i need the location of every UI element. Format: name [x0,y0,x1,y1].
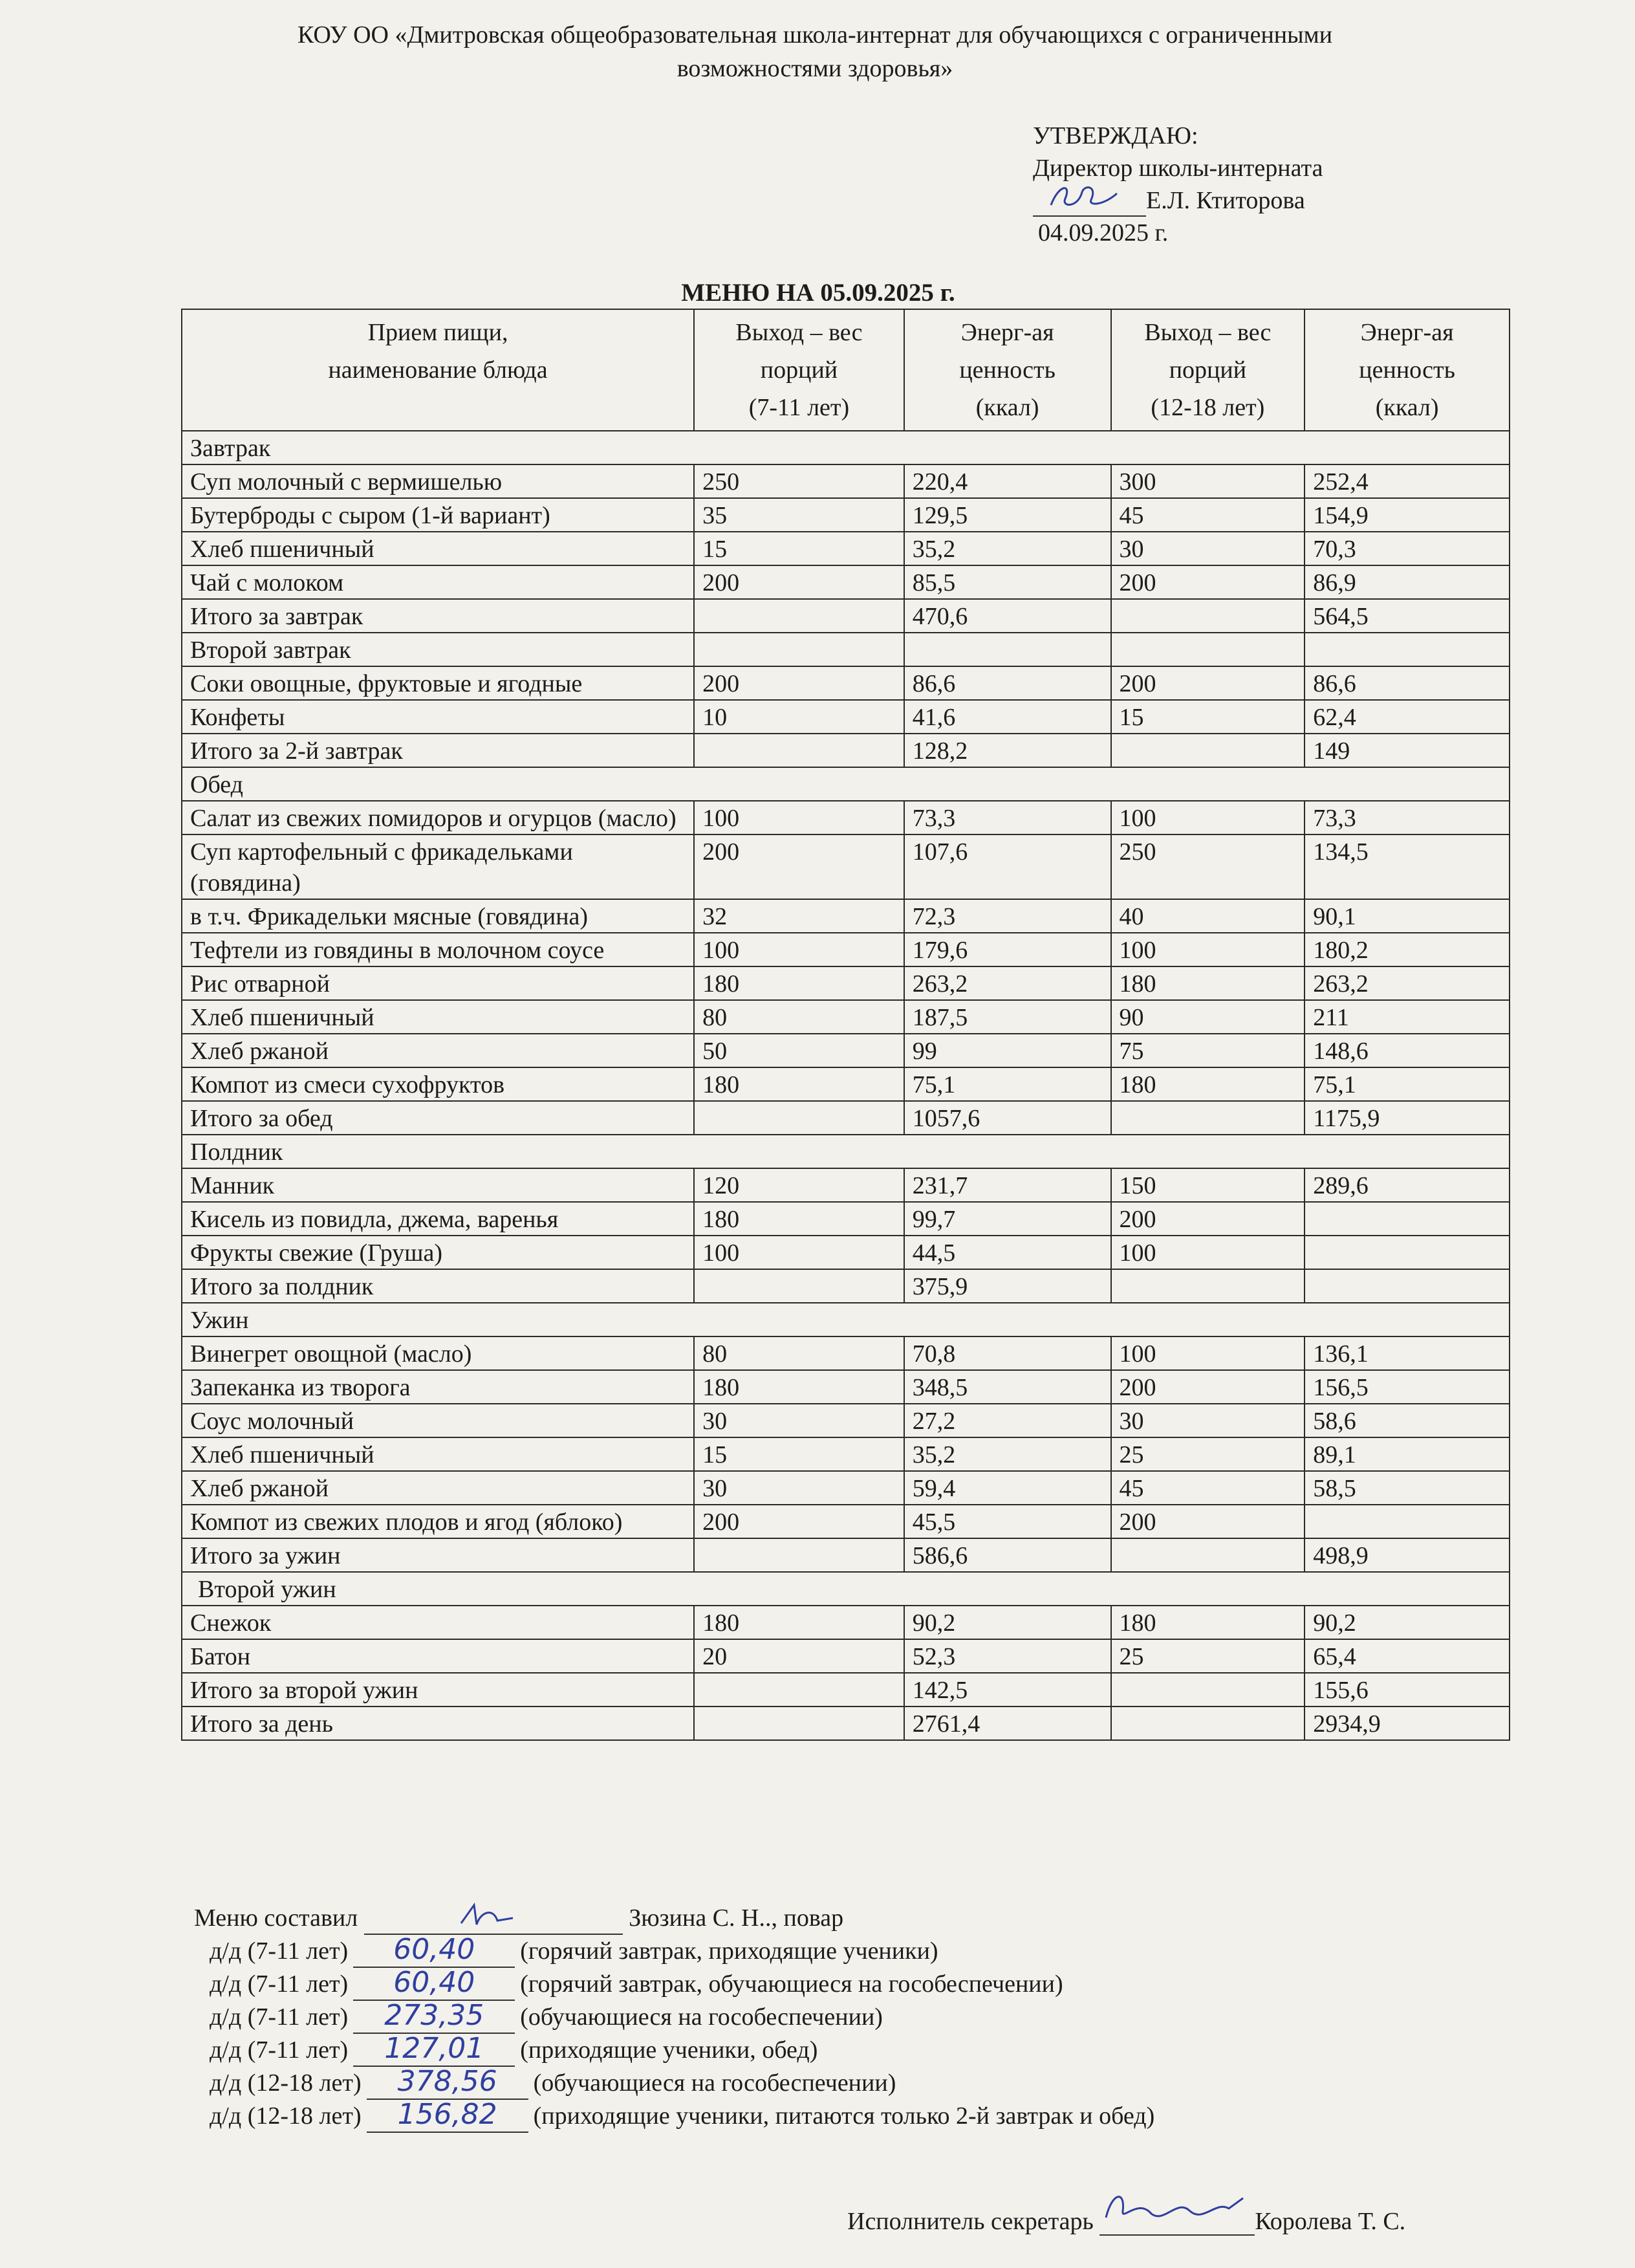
table-row [182,1471,1510,1505]
total-label: Итого за обед [182,1101,694,1135]
dish-name: Суп молочный с вермишелью [182,464,694,498]
daily-cost-note: (приходящие ученики, обед) [520,2036,818,2064]
document-header [142,18,1488,85]
energy-7-11: 263,2 [904,966,1111,1000]
day-total-12-18: 2934,9 [1305,1706,1510,1740]
energy-12-18: 148,6 [1305,1034,1510,1067]
total-row [182,734,1510,767]
empty-cell [694,1269,904,1303]
header-dish: Прием пищи, наименование блюда [182,309,694,431]
energy-12-18: 65,4 [1305,1639,1510,1673]
yield-7-11: 200 [694,834,904,899]
daily-cost-row [194,1935,1552,1968]
energy-7-11: 231,7 [904,1168,1111,1202]
yield-12-18: 30 [1111,1404,1305,1437]
energy-7-11: 72,3 [904,899,1111,933]
dish-name: Соки овощные, фруктовые и ягодные [182,666,694,700]
executor-row [847,2207,1559,2236]
energy-12-18: 136,1 [1305,1336,1510,1370]
yield-7-11: 30 [694,1471,904,1505]
energy-7-11: 107,6 [904,834,1111,899]
energy-12-18: 134,5 [1305,834,1510,899]
energy-12-18: 90,1 [1305,899,1510,933]
yield-7-11: 180 [694,1067,904,1101]
yield-12-18: 250 [1111,834,1305,899]
empty-cell [1111,633,1305,666]
energy-12-18: 70,3 [1305,532,1510,565]
total-label: Итого за 2-й завтрак [182,734,694,767]
energy-7-11: 27,2 [904,1404,1111,1437]
table-row [182,1437,1510,1471]
total-label: Итого за завтрак [182,599,694,633]
empty-cell [1305,633,1510,666]
energy-7-11: 70,8 [904,1336,1111,1370]
yield-7-11: 100 [694,801,904,834]
daily-cost-label: д/д (7-11 лет) [210,1970,349,1998]
section-row-dinner [182,1303,1510,1336]
empty-cell [694,1706,904,1740]
daily-cost-value: 127,01 [384,2032,484,2065]
dish-name: Кисель из повидла, джема, варенья [182,1202,694,1236]
approval-block [1033,120,1550,249]
table-row [182,1336,1510,1370]
approval-label: УТВЕРЖДАЮ: [1033,122,1198,149]
total-label: Итого за ужин [182,1538,694,1572]
yield-12-18: 300 [1111,464,1305,498]
energy-12-18 [1305,1505,1510,1538]
section-title: Второй ужин [182,1572,1510,1606]
dish-name: Бутерброды с сыром (1-й вариант) [182,498,694,532]
dish-name: Хлеб ржаной [182,1034,694,1067]
total-label: Итого за полдник [182,1269,694,1303]
menu-title: МЕНЮ НА 05.09.2025 г. [681,279,955,307]
director-signature [1033,193,1146,217]
daily-cost-field [367,2098,528,2133]
energy-7-11: 59,4 [904,1471,1111,1505]
section-row-second-breakfast [182,633,1510,666]
total-row [182,1673,1510,1706]
empty-cell [694,1101,904,1135]
dish-name: Манник [182,1168,694,1202]
empty-cell [694,599,904,633]
empty-cell [1111,734,1305,767]
table-row [182,1202,1510,1236]
energy-7-11: 99 [904,1034,1111,1067]
total-row [182,1101,1510,1135]
table-row [182,1370,1510,1404]
energy-7-11: 86,6 [904,666,1111,700]
yield-12-18: 15 [1111,700,1305,734]
daily-cost-label: д/д (7-11 лет) [210,1937,349,1965]
energy-7-11: 52,3 [904,1639,1111,1673]
yield-7-11: 100 [694,933,904,966]
total-12-18: 498,9 [1305,1538,1510,1572]
dish-name: Тефтели из говядины в молочном соусе [182,933,694,966]
energy-7-11: 90,2 [904,1606,1111,1639]
table-row [182,834,1510,899]
signature-scribble-icon [455,1899,532,1931]
energy-12-18: 156,5 [1305,1370,1510,1404]
dish-name: Снежок [182,1606,694,1639]
table-row [182,666,1510,700]
day-total-row [182,1706,1510,1740]
table-row [182,565,1510,599]
dish-name: в т.ч. Фрикадельки мясные (говядина) [182,899,694,933]
dish-name: Чай с молоком [182,565,694,599]
yield-7-11: 200 [694,1505,904,1538]
table-row [182,1505,1510,1538]
total-row [182,1269,1510,1303]
yield-12-18: 180 [1111,1067,1305,1101]
empty-cell [694,1538,904,1572]
energy-12-18: 75,1 [1305,1067,1510,1101]
energy-12-18: 263,2 [1305,966,1510,1000]
table-row [182,1034,1510,1067]
table-row [182,1168,1510,1202]
yield-12-18: 30 [1111,532,1305,565]
yield-7-11: 200 [694,565,904,599]
yield-12-18: 100 [1111,933,1305,966]
dish-name: Винегрет овощной (масло) [182,1336,694,1370]
energy-7-11: 35,2 [904,532,1111,565]
energy-12-18: 58,5 [1305,1471,1510,1505]
daily-cost-field [353,1966,515,2001]
yield-7-11: 180 [694,966,904,1000]
daily-cost-field [367,2065,528,2100]
yield-12-18: 25 [1111,1639,1305,1673]
empty-cell [1111,599,1305,633]
table-row [182,498,1510,532]
section-title: Полдник [182,1135,1510,1168]
executor-signature [1099,2208,1255,2236]
dish-name: Компот из свежих плодов и ягод (яблоко) [182,1505,694,1538]
compiled-name: Зюзина С. Н.., повар [629,1904,844,1932]
energy-7-11: 129,5 [904,498,1111,532]
org-name-line2: возможностями здоровья» [677,55,953,82]
empty-cell [1111,1706,1305,1740]
total-12-18: 155,6 [1305,1673,1510,1706]
daily-cost-note: (обучающиеся на гособеспечении) [520,2003,883,2031]
table-row [182,1067,1510,1101]
header-yield-12-18: Выход – вес порций (12-18 лет) [1111,309,1305,431]
daily-cost-value: 273,35 [384,1999,484,2032]
empty-cell [1111,1101,1305,1135]
total-12-18: 1175,9 [1305,1101,1510,1135]
yield-12-18: 45 [1111,498,1305,532]
section-row-second-dinner [182,1572,1510,1606]
yield-12-18: 45 [1111,1471,1305,1505]
energy-7-11: 44,5 [904,1236,1111,1269]
yield-12-18: 180 [1111,1606,1305,1639]
daily-cost-row [194,2067,1552,2100]
yield-12-18: 90 [1111,1000,1305,1034]
energy-7-11: 45,5 [904,1505,1111,1538]
approval-position: Директор школы-интерната [1033,155,1323,182]
total-7-11: 128,2 [904,734,1111,767]
yield-7-11: 20 [694,1639,904,1673]
daily-cost-label: д/д (7-11 лет) [210,2003,349,2031]
energy-7-11: 187,5 [904,1000,1111,1034]
table-row [182,899,1510,933]
daily-cost-note: (приходящие ученики, питаются только 2-й завтрак и обед) [533,2102,1155,2130]
header-energy-12-18: Энерг-ая ценность (ккал) [1305,309,1510,431]
dish-name: Соус молочный [182,1404,694,1437]
yield-7-11: 250 [694,464,904,498]
section-title: Ужин [182,1303,1510,1336]
yield-7-11: 80 [694,1336,904,1370]
director-name: Е.Л. Ктиторова [1146,187,1305,214]
yield-7-11: 100 [694,1236,904,1269]
yield-12-18: 180 [1111,966,1305,1000]
dish-name: Запеканка из творога [182,1370,694,1404]
daily-cost-value: 378,56 [397,2065,497,2098]
energy-12-18: 73,3 [1305,801,1510,834]
section-title: Второй завтрак [182,633,694,666]
cook-signature [364,1908,623,1935]
energy-7-11: 73,3 [904,801,1111,834]
daily-cost-field [353,2032,515,2067]
dish-name: Конфеты [182,700,694,734]
yield-12-18: 100 [1111,1336,1305,1370]
empty-cell [694,734,904,767]
dish-name: Хлеб пшеничный [182,1437,694,1471]
yield-7-11: 180 [694,1606,904,1639]
yield-7-11: 80 [694,1000,904,1034]
energy-12-18: 86,6 [1305,666,1510,700]
yield-7-11: 180 [694,1202,904,1236]
table-row [182,700,1510,734]
yield-12-18: 200 [1111,1370,1305,1404]
empty-cell [904,633,1111,666]
dish-name: Компот из смеси сухофруктов [182,1067,694,1101]
dish-name: Суп картофельный с фрикадельками (говядина) [182,834,694,899]
yield-12-18: 200 [1111,666,1305,700]
dish-name: Фрукты свежие (Груша) [182,1236,694,1269]
energy-12-18: 62,4 [1305,700,1510,734]
total-label: Итого за второй ужин [182,1673,694,1706]
table-row [182,966,1510,1000]
total-12-18 [1305,1269,1510,1303]
table-row [182,464,1510,498]
table-row [182,933,1510,966]
total-7-11: 1057,6 [904,1101,1111,1135]
daily-cost-row [194,2034,1552,2067]
section-row-breakfast [182,431,1510,464]
table-row [182,1000,1510,1034]
energy-12-18: 289,6 [1305,1168,1510,1202]
energy-12-18: 154,9 [1305,498,1510,532]
total-7-11: 142,5 [904,1673,1111,1706]
daily-cost-value: 60,40 [393,1933,475,1966]
energy-12-18: 86,9 [1305,565,1510,599]
daily-cost-row [194,2100,1552,2133]
yield-7-11: 180 [694,1370,904,1404]
table-row [182,1404,1510,1437]
org-name-line1: КОУ ОО «Дмитровская общеобразовательная школа-интернат для обучающихся с ограниченными [297,21,1333,49]
energy-7-11: 85,5 [904,565,1111,599]
header-yield-7-11: Выход – вес порций (7-11 лет) [694,309,904,431]
energy-12-18 [1305,1202,1510,1236]
compiled-by-row [194,1902,1552,1935]
energy-12-18: 180,2 [1305,933,1510,966]
energy-12-18 [1305,1236,1510,1269]
total-12-18: 564,5 [1305,599,1510,633]
empty-cell [1111,1538,1305,1572]
section-title: Завтрак [182,431,1510,464]
yield-12-18: 100 [1111,801,1305,834]
section-title: Обед [182,767,1510,801]
day-total-label: Итого за день [182,1706,694,1740]
yield-7-11: 15 [694,532,904,565]
empty-cell [694,633,904,666]
yield-12-18: 75 [1111,1034,1305,1067]
energy-7-11: 99,7 [904,1202,1111,1236]
total-7-11: 586,6 [904,1538,1111,1572]
approval-date: 04.09.2025 г. [1038,219,1169,246]
dish-name: Салат из свежих помидоров и огурцов (масло) [182,801,694,834]
energy-12-18: 211 [1305,1000,1510,1034]
daily-cost-note: (горячий завтрак, обучающиеся на гособеспечении) [520,1970,1063,1998]
table-row [182,801,1510,834]
day-total-7-11: 2761,4 [904,1706,1111,1740]
header-energy-7-11: Энерг-ая ценность (ккал) [904,309,1111,431]
yield-7-11: 35 [694,498,904,532]
energy-12-18: 58,6 [1305,1404,1510,1437]
total-7-11: 470,6 [904,599,1111,633]
yield-12-18: 200 [1111,1202,1305,1236]
yield-12-18: 100 [1111,1236,1305,1269]
dish-name: Батон [182,1639,694,1673]
dish-name: Хлеб пшеничный [182,1000,694,1034]
approval-signature-line [1033,184,1550,217]
menu-table [181,309,1510,1741]
total-7-11: 375,9 [904,1269,1111,1303]
total-12-18: 149 [1305,734,1510,767]
signature-scribble-icon [1099,2185,1248,2230]
yield-12-18: 150 [1111,1168,1305,1202]
empty-cell [1111,1673,1305,1706]
yield-12-18: 200 [1111,1505,1305,1538]
daily-cost-row [194,1968,1552,2001]
daily-cost-note: (горячий завтрак, приходящие ученики) [520,1937,938,1965]
daily-cost-row [194,2001,1552,2034]
footer-block [194,1902,1552,2133]
energy-7-11: 179,6 [904,933,1111,966]
menu-table-body [182,431,1510,1740]
daily-cost-field [353,1999,515,2034]
table-row [182,1606,1510,1639]
section-row-snack [182,1135,1510,1168]
yield-7-11: 30 [694,1404,904,1437]
total-row [182,1538,1510,1572]
yield-7-11: 15 [694,1437,904,1471]
table-row [182,1236,1510,1269]
total-row [182,599,1510,633]
energy-7-11: 348,5 [904,1370,1111,1404]
daily-cost-label: д/д (7-11 лет) [210,2036,349,2064]
daily-cost-label: д/д (12-18 лет) [210,2102,362,2130]
yield-12-18: 40 [1111,899,1305,933]
dish-name: Хлеб ржаной [182,1471,694,1505]
energy-12-18: 90,2 [1305,1606,1510,1639]
empty-cell [694,1673,904,1706]
section-row-lunch [182,767,1510,801]
yield-7-11: 32 [694,899,904,933]
daily-cost-label: д/д (12-18 лет) [210,2069,362,2097]
energy-7-11: 35,2 [904,1437,1111,1471]
daily-cost-value: 60,40 [393,1966,475,1999]
daily-cost-value: 156,82 [397,2098,497,2131]
yield-7-11: 50 [694,1034,904,1067]
energy-7-11: 220,4 [904,464,1111,498]
empty-cell [1111,1269,1305,1303]
daily-cost-field [353,1933,515,1968]
daily-cost-lines [194,1935,1552,2133]
dish-name: Хлеб пшеничный [182,532,694,565]
yield-7-11: 200 [694,666,904,700]
table-header-row [182,309,1510,431]
energy-12-18: 252,4 [1305,464,1510,498]
yield-12-18: 25 [1111,1437,1305,1471]
executor-label: Исполнитель секретарь [847,2208,1094,2235]
energy-7-11: 41,6 [904,700,1111,734]
table-row [182,1639,1510,1673]
yield-12-18: 200 [1111,565,1305,599]
dish-name: Рис отварной [182,966,694,1000]
energy-7-11: 75,1 [904,1067,1111,1101]
executor-name: Королева Т. С. [1255,2208,1406,2235]
yield-7-11: 10 [694,700,904,734]
energy-12-18: 89,1 [1305,1437,1510,1471]
yield-7-11: 120 [694,1168,904,1202]
signature-scribble-icon [1046,179,1123,215]
daily-cost-note: (обучающиеся на гособеспечении) [533,2069,896,2097]
compiled-label: Меню составил [194,1904,358,1932]
table-row [182,532,1510,565]
